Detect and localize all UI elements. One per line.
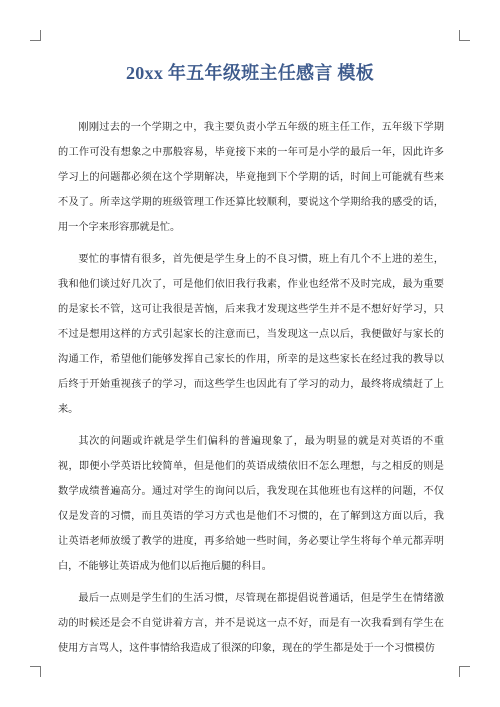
document-title: 20xx 年五年级班主任感言 模板 <box>125 63 375 83</box>
paragraph-4: 最后一点则是学生们的生活习惯，尽管现在都提倡说普通话，但是学生在情绪激动的时候还是会不自觉讲着方言，并不是说这一点不好，而是有一次我看到有学生在使用方言骂人，这件事情给我造成了很深的印象，现在的学生都是处于一个习惯模仿 <box>58 593 444 654</box>
paragraph-2: 要忙的事情有很多，首先便是学生身上的不良习惯，班上有几个不上进的差生，我和他们谈过好几次了，可是他们依旧我行我素，作业也经常不及时完成，最为重要的是家长不管，这可让我很是苦恼，后来我才发现这些学生并不是不想好好学习，只不过是想用这样的方式引起家长的注意而已，当发现这一点以后，我便做好与家长的沟通工作，希望他们能够发挥自己家长的作用，所幸的是这些家长在经过我的教导以后终于开始重视孩子的学习，而这些学生也因此有了学习的动力，最终将成绩赶了上来。 <box>58 254 444 415</box>
crop-mark-top-right <box>459 30 470 41</box>
paragraph-3: 其次的问题或许就是学生们偏科的普遍现象了，最为明显的就是对英语的不重视，即便小学英语比较简单，但是他们的英语成绩依旧不怎么理想，与之相反的则是数学成绩普遍高分。通过对学生的询问以后，我发现在其他班也有这样的问题，不仅仅是发音的习惯，而且英语的学习方式也是他们不习惯的，在了解到这方面以后，我让英语老师放缓了教学的进度，再多给她一些时间，务必要让学生将每个单元都弄明白，不能够让英语成为他们以后拖后腿的科目。 <box>58 436 444 572</box>
crop-mark-top-left <box>30 30 41 41</box>
crop-mark-bottom-left <box>30 666 41 677</box>
paragraph-1: 刚刚过去的一个学期之中，我主要负责小学五年级的班主任工作，五年级下学期的工作可没有想象之中那般容易，毕竟接下来的一年可是小学的最后一年，因此许多学习上的问题都必须在这个学期解决，毕竟拖到下个学期的话，时间上可能就有些来不及了。所幸这学期的班级管理工作还算比较顺利，要说这个学期给我的感受的话，用一个字来形容那就是忙。 <box>58 122 444 233</box>
crop-mark-bottom-right <box>459 666 470 677</box>
document-body <box>58 115 444 668</box>
